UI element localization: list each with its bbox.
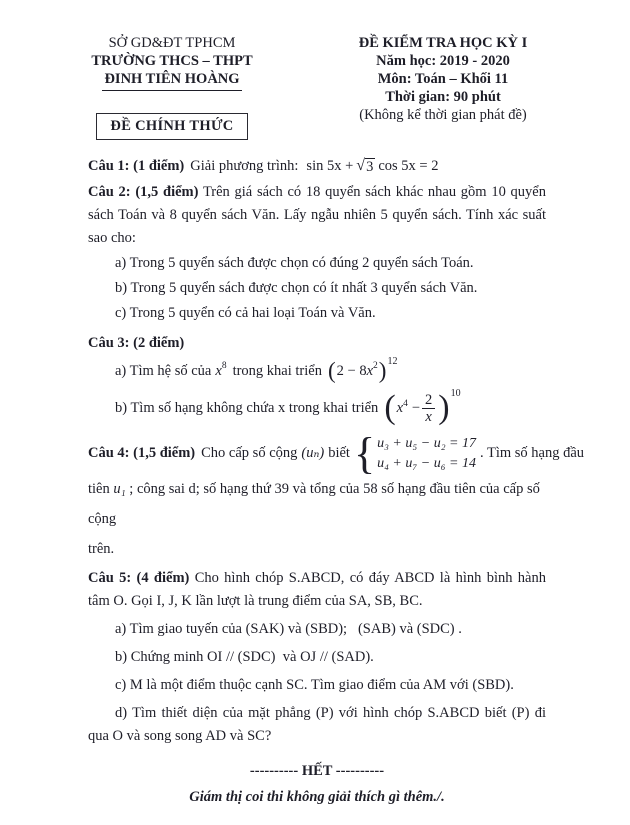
q3a-mid: trong khai triển [232,362,322,379]
official-exam-stamp: ĐỀ CHÍNH THỨC [96,113,247,140]
question-5-label: Câu 5: (4 điểm) [88,569,190,586]
end-marker: ---------- HẾT ---------- [249,762,385,779]
q4-rest: ; công sai d; số hạng thứ 39 và tổng của 58 số hạng đầu tiên của cấp số cộng [88,480,540,527]
q4-lead: Cho cấp số cộng [201,445,298,462]
question-5-item-b: b) Chứng minh OI // (SDC) và OJ // (SAD). [115,648,374,665]
fraction-2-over-x [422,392,435,426]
question-5-item-a: a) Tìm giao tuyến của (SAK) và (SBD); (SAB) và (SDC) . [115,620,462,637]
question-3-item-a: a) Tìm hệ số của x $^8$ trong khai triển ( 2 − 8 x $^2$ ) $^{12}$ [115,356,398,383]
open-paren: ( [327,358,336,383]
question-2-text: Trên giá sách có 18 quyển sách khác nhau gồm 10 quyển sách Toán và 8 quyển sách Văn. Lấy ngẫu nhiên 5 quyển sách. Tính xác suất sao cho: [88,184,546,246]
question-3-item-b: b) Tìm số hạng không chứa x trong khai triển ( x $^4$ − $\frac{2}{x}$ ) $^{10}$ [115,387,461,427]
sqrt-3: √ 3 [356,156,374,175]
question-5-item-c: c) M là một điểm thuộc cạnh SC. Tìm giao điểm của AM với (SBD). [115,676,514,693]
issuer-block [50,34,294,140]
question-4-line-3: trên. [88,540,115,557]
question-2-item-c: c) Trong 5 quyển có cả hai loại Toán và Văn. [115,305,376,321]
question-5 [88,567,546,613]
question-2-item-a: a) Trong 5 quyển sách được chọn có đúng 2 quyển sách Toán. [115,255,474,271]
q3b-variable: x [396,400,404,417]
question-4-label: Câu 4: (1,5 điểm) [88,445,196,462]
question-1-text: Giải phương trình: [190,158,299,174]
q4-sequence: (uₙ) [301,445,325,462]
q3a-inner-variable: x [366,362,374,379]
subject-grade: Môn: Toán – Khối 11 [377,71,509,87]
q4-u1: u₁ [113,480,126,497]
q3b-lead: b) Tìm số hạng không chứa x trong khai triển [115,400,379,417]
school-type: TRƯỜNG THCS – THPT [91,53,253,69]
proctor-note: Giám thị coi thi không giải thích gì thêm./. [189,788,445,805]
footer [88,758,546,810]
question-4 [88,428,585,478]
school-name: ĐINH TIÊN HOÀNG [102,70,241,91]
system-brace: { [353,428,376,478]
q3a-expression: 2 − 8 [336,362,367,379]
question-5-text: Cho hình chóp S.ABCD, có đáy ABCD là hình bình hành tâm O. Gọi I, J, K lần lượt là trung điểm của SA, SB, BC. [88,569,546,609]
school-year: Năm học: 2019 - 2020 [376,53,510,69]
question-3 [88,331,546,355]
question-2-item-b: b) Trong 5 quyển sách được chọn có ít nhất 3 quyển sách Văn. [115,280,478,296]
header [0,0,630,140]
duration: Thời gian: 90 phút [385,89,501,105]
question-3-label: Câu 3: (2 điểm) [88,335,185,351]
equation-cos: cos 5x = 2 [378,158,439,174]
fraction-denominator: x [422,408,435,426]
duration-note: (Không kể thời gian phát đề) [359,107,527,123]
close-paren: ) [378,358,387,383]
close-paren: ) [438,389,450,427]
department-name: SỞ GD&ĐT TPHCM [108,35,236,51]
q4-tail: . Tìm số hạng đầu [480,445,585,462]
system-equation-2: u₄ + u₇ − u₆ = 14 [377,455,477,471]
question-4-line-2 [88,474,546,534]
question-2 [88,181,546,250]
fraction-numerator: 2 [425,391,433,408]
question-2-label: Câu 2: (1,5 điểm) [88,184,199,200]
q3b-minus: − [411,400,421,417]
open-paren: ( [384,389,396,427]
q4-tien: tiên [88,480,110,497]
q4-biet: biết [328,445,350,462]
exam-title: ĐỀ KIỂM TRA HỌC KỲ I [358,35,528,51]
question-1-label: Câu 1: (1 điểm) [88,158,185,174]
exam-info-block [294,34,592,140]
exam-body [0,140,630,810]
system-equation-1: u₃ + u₅ − u₂ = 17 [377,435,477,451]
question-5-item-d: d) Tìm thiết diện của mặt phẳng (P) với hình chóp S.ABCD biết (P) đi qua O và song song AD và SC? [88,704,546,744]
equation-system [353,428,477,478]
equation-sin: sin 5x + [306,158,354,174]
question-1 [88,154,546,178]
q3a-variable: x [215,362,222,379]
q3a-lead: a) Tìm hệ số của [115,362,212,379]
